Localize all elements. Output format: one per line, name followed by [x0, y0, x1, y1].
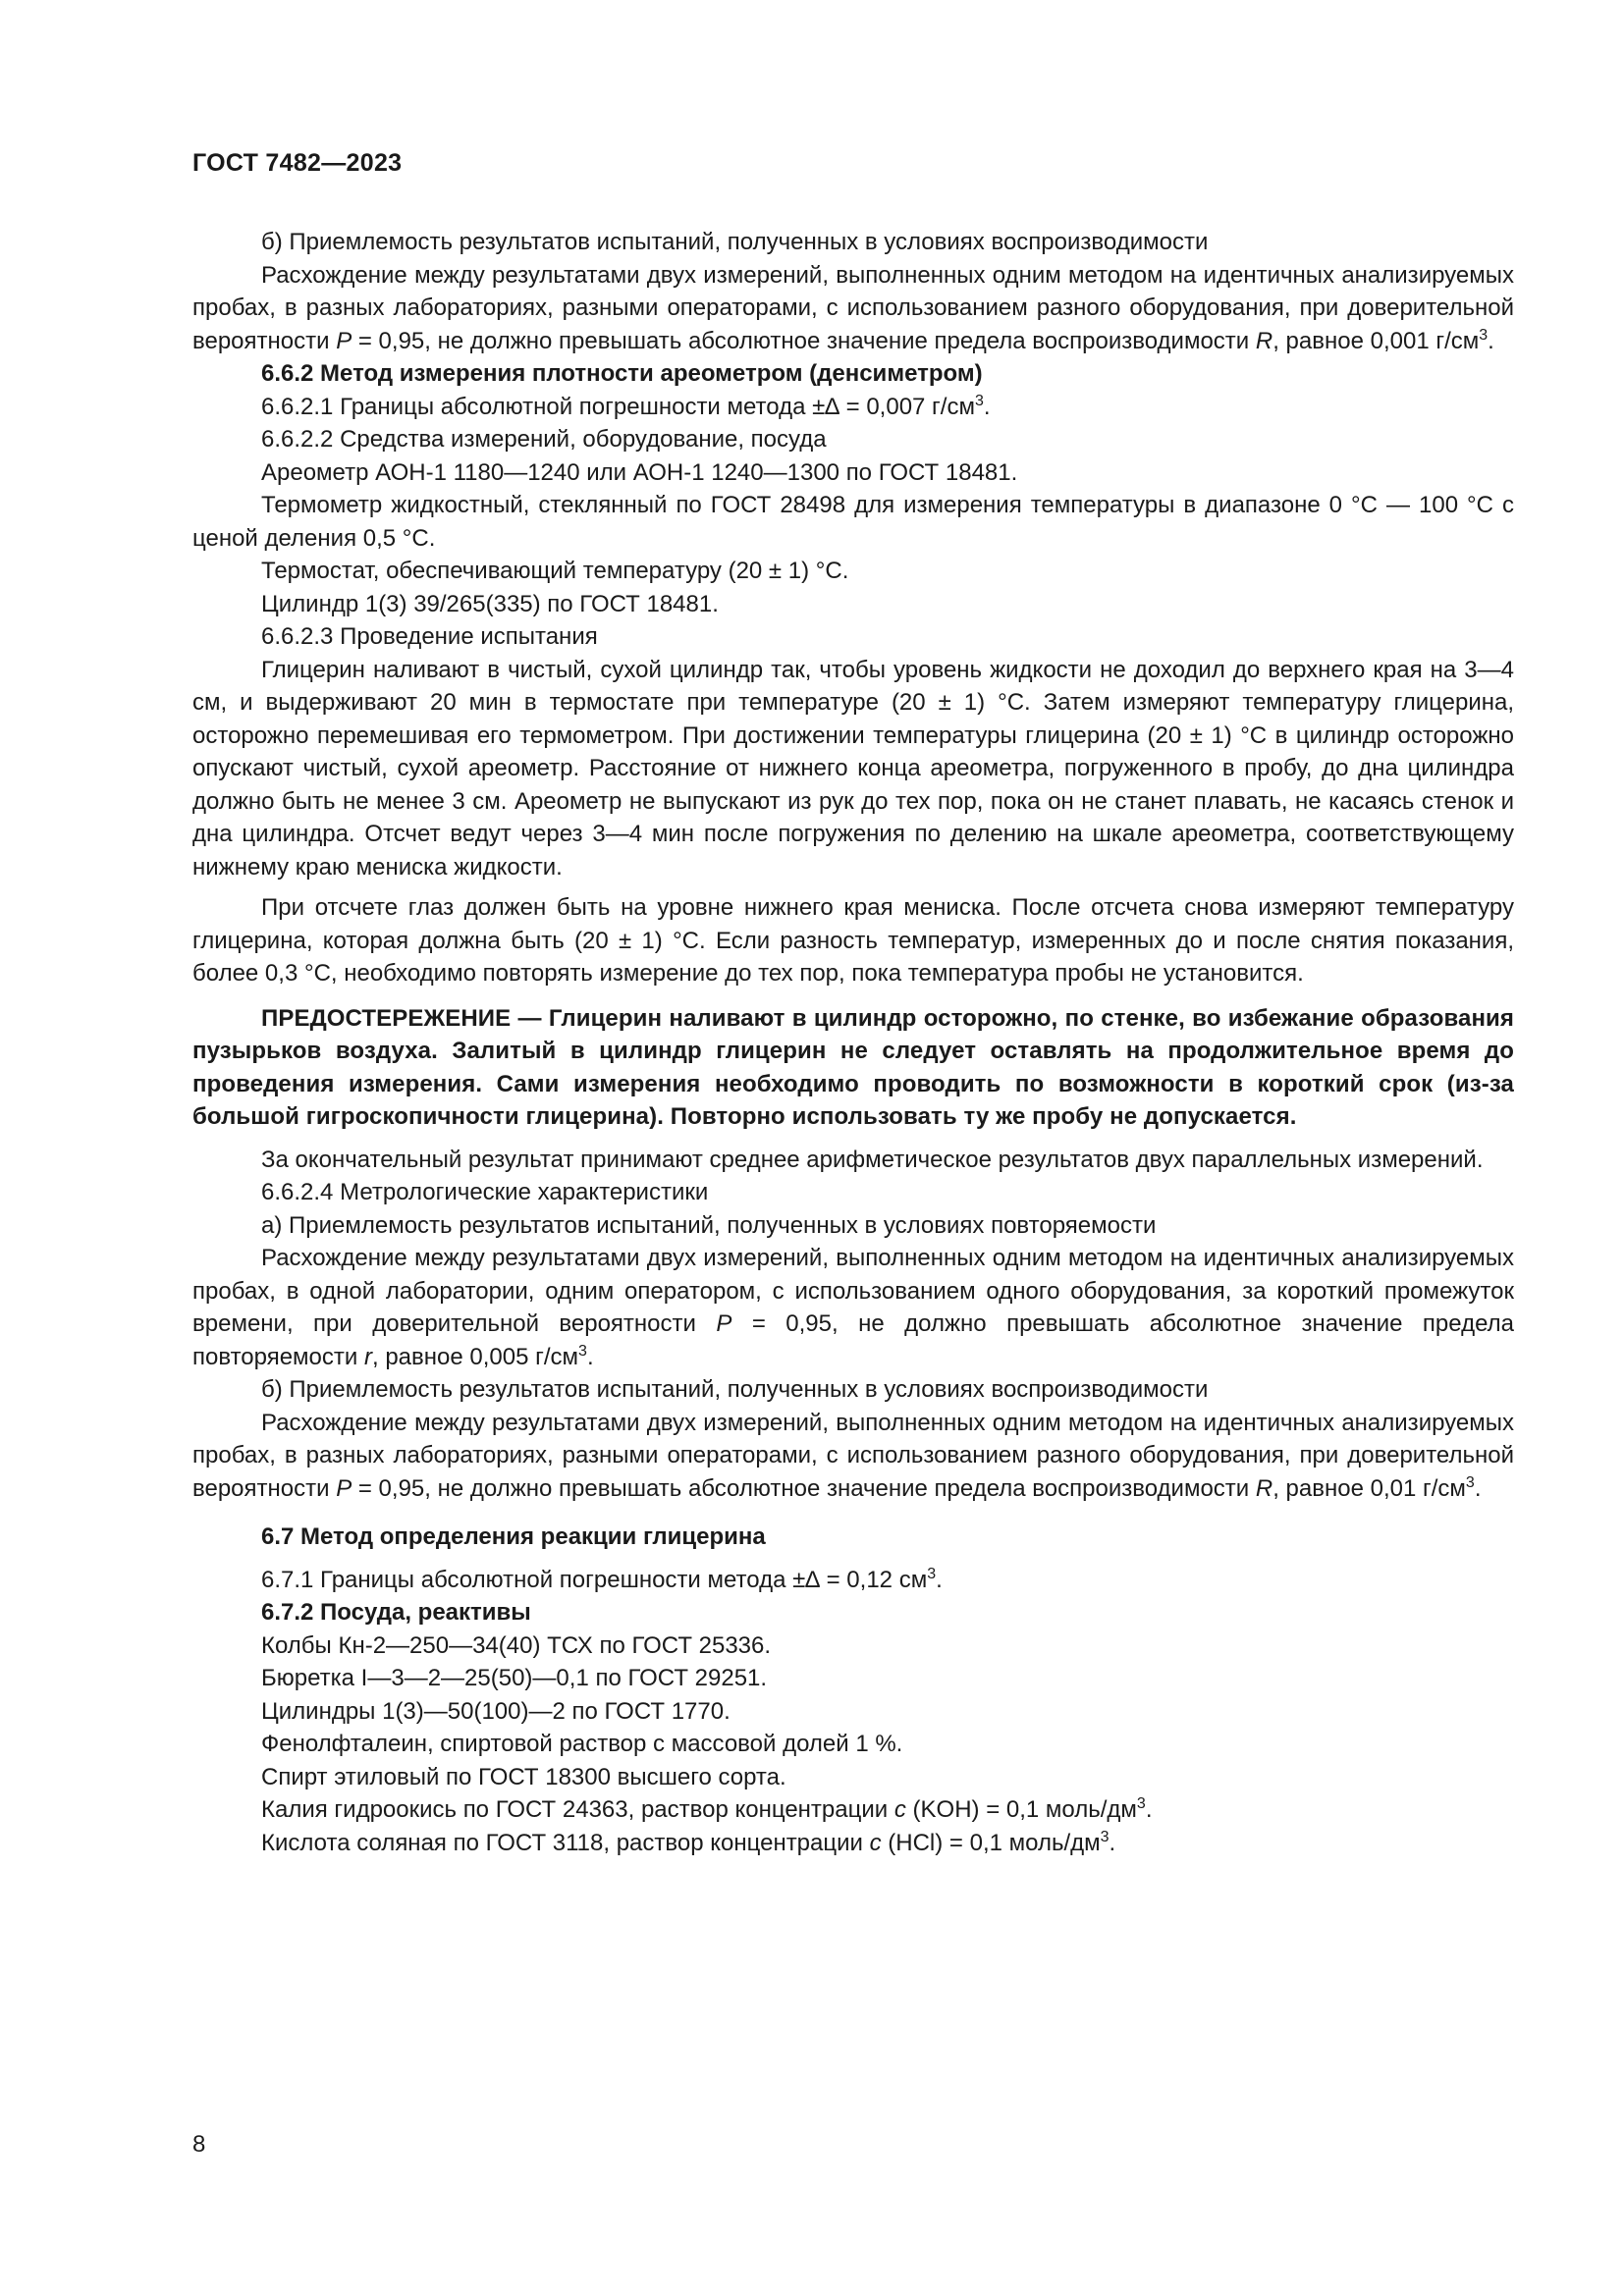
paragraph-final-result: За окончательный результат принимают среднее арифметическое результатов двух параллельных измерений. — [261, 1146, 1484, 1173]
paragraph-6623: 6.6.2.3 Проведение испытания — [261, 623, 598, 650]
paragraph-reproducibility: Расхождение между результатами двух измерений, выполненных одним методом на идентичных анализируемых пробах, в разных лабораториях, разными операторами, с использованием разного оборудования, при доверительной вероятности P = 0,95, не должно превышать абсолютное значение предела воспроизводимости R, равное 0,01 $г/см^3$. — [192, 1409, 1514, 1502]
list-item: Фенолфталеин, спиртовой раствор с массовой долей 1 %. — [261, 1731, 903, 1757]
paragraph-b-title: б) Приемлемость результатов испытаний, полученных в условиях воспроизводимости — [261, 229, 1209, 255]
paragraph-areometer: Ареометр АОН-1 1180—1240 или АОН-1 1240—1300 по ГОСТ 18481. — [261, 458, 1018, 486]
paragraph-671: 6.7.1 Границы абсолютной погрешности метода ±∆ = 0,12 $см^3$. — [261, 1565, 943, 1593]
page-body — [192, 226, 1514, 1859]
warning-paragraph: ПРЕДОСТЕРЕЖЕНИЕ — Глицерин наливают в цилиндр осторожно, по стенке, во избежание образования пузырьков воздуха. Залитый в цилиндр глицерин не следует оставлять на продолжительное время до проведения измерения. Сами измерения необходимо проводить по возможности в короткий срок (из-за большой гигроскопичности глицерина). Повторно использовать ту же пробу не допускается. — [192, 1004, 1514, 1130]
paragraph-reading: При отсчете глаз должен быть на уровне нижнего края мениска. После отсчета снова измеряют температуру глицерина, которая должна быть (20 ± 1) °С. Если разность температур, измеренных до и после снятия показания, более 0,3 °С, необходимо повторять измерение до тех пор, пока температура пробы не установится. — [192, 894, 1514, 987]
list-item: Цилиндры 1(3)—50(100)—2 по ГОСТ 1770. — [261, 1697, 731, 1725]
list-item-hcl: Кислота соляная по ГОСТ 3118, раствор концентрации c (HCl) = 0,1 моль/$дм^3$. — [261, 1828, 1116, 1856]
list-item: Спирт этиловый по ГОСТ 18300 высшего сорта. — [261, 1763, 786, 1790]
page-number: 8 — [192, 2131, 206, 2158]
list-item: Колбы Кн-2—250—34(40) ТСХ по ГОСТ 25336. — [261, 1631, 772, 1659]
paragraph-thermometer: Термометр жидкостный, стеклянный по ГОСТ 28498 для измерения температуры в диапазоне 0 °С — 100 °С с ценой деления 0,5 °С. — [192, 492, 1514, 552]
paragraph-repeatability: Расхождение между результатами двух измерений, выполненных одним методом на идентичных анализируемых пробах, в одной лаборатории, одним оператором, с использованием одного оборудования, за короткий промежуток времени, при доверительной вероятности P = 0,95, не должно превышать абсолютное значение предела повторяемости r, равное 0,005 $г/см^3$. — [192, 1245, 1514, 1370]
section-672-title: 6.7.2 Посуда, реактивы — [261, 1599, 531, 1626]
section-67-title: 6.7 Метод определения реакции глицерина — [261, 1523, 766, 1550]
paragraph-6624: 6.6.2.4 Метрологические характеристики — [261, 1179, 709, 1205]
paragraph-procedure: Глицерин наливают в чистый, сухой цилиндр так, чтобы уровень жидкости не доходил до верхнего края на 3—4 см, и выдерживают 20 мин в термостате при температуре (20 ± 1) °С. Затем измеряют температуру глицерина, осторожно перемешивая его термометром. При достижении температуры глицерина (20 ± 1) °С в цилиндр осторожно опускают чистый, сухой ареометр. Расстояние от нижнего конца ареометра, погруженного в пробу, до дна цилиндра должно быть не менее 3 см. Ареометр не выпускают из рук до тех пор, пока он не станет плавать, не касаясь стенок и дна цилиндра. Отсчет ведут через 3—4 мин после погружения по делению на шкале ареометра, соответствующему нижнему краю мениска жидкости. — [192, 656, 1514, 881]
document-header: ГОСТ 7482—2023 — [192, 149, 403, 177]
paragraph-cylinder: Цилиндр 1(3) 39/265(335) по ГОСТ 18481. — [261, 590, 719, 617]
paragraph-6622: 6.6.2.2 Средства измерений, оборудование, посуда — [261, 426, 827, 453]
list-item-koh: Калия гидроокись по ГОСТ 24363, раствор концентрации c (KOH) = 0,1 моль/$дм^3$. — [261, 1795, 1153, 1823]
section-662-title: 6.6.2 Метод измерения плотности ареометром (денсиметром) — [261, 360, 983, 387]
paragraph-b-text: Расхождение между результатами двух измерений, выполненных одним методом на идентичных анализируемых пробах, в разных лабораториях, разными операторами, с использованием разного оборудования, при доверительной вероятности P = 0,95, не должно превышать абсолютное значение предела воспроизводимости R, равное 0,001 $г/см^3$. — [192, 261, 1514, 354]
paragraph-6621: 6.6.2.1 Границы абсолютной погрешности метода ±∆ = 0,007 $г/см^3$. — [261, 392, 991, 420]
paragraph-b2-title: б) Приемлемость результатов испытаний, полученных в условиях воспроизводимости — [261, 1376, 1209, 1403]
paragraph-thermostat: Термостат, обеспечивающий температуру (20 ± 1) °С. — [261, 558, 849, 584]
list-item: Бюретка I—3—2—25(50)—0,1 по ГОСТ 29251. — [261, 1665, 768, 1691]
paragraph-a-title: а) Приемлемость результатов испытаний, полученных в условиях повторяемости — [261, 1211, 1157, 1239]
